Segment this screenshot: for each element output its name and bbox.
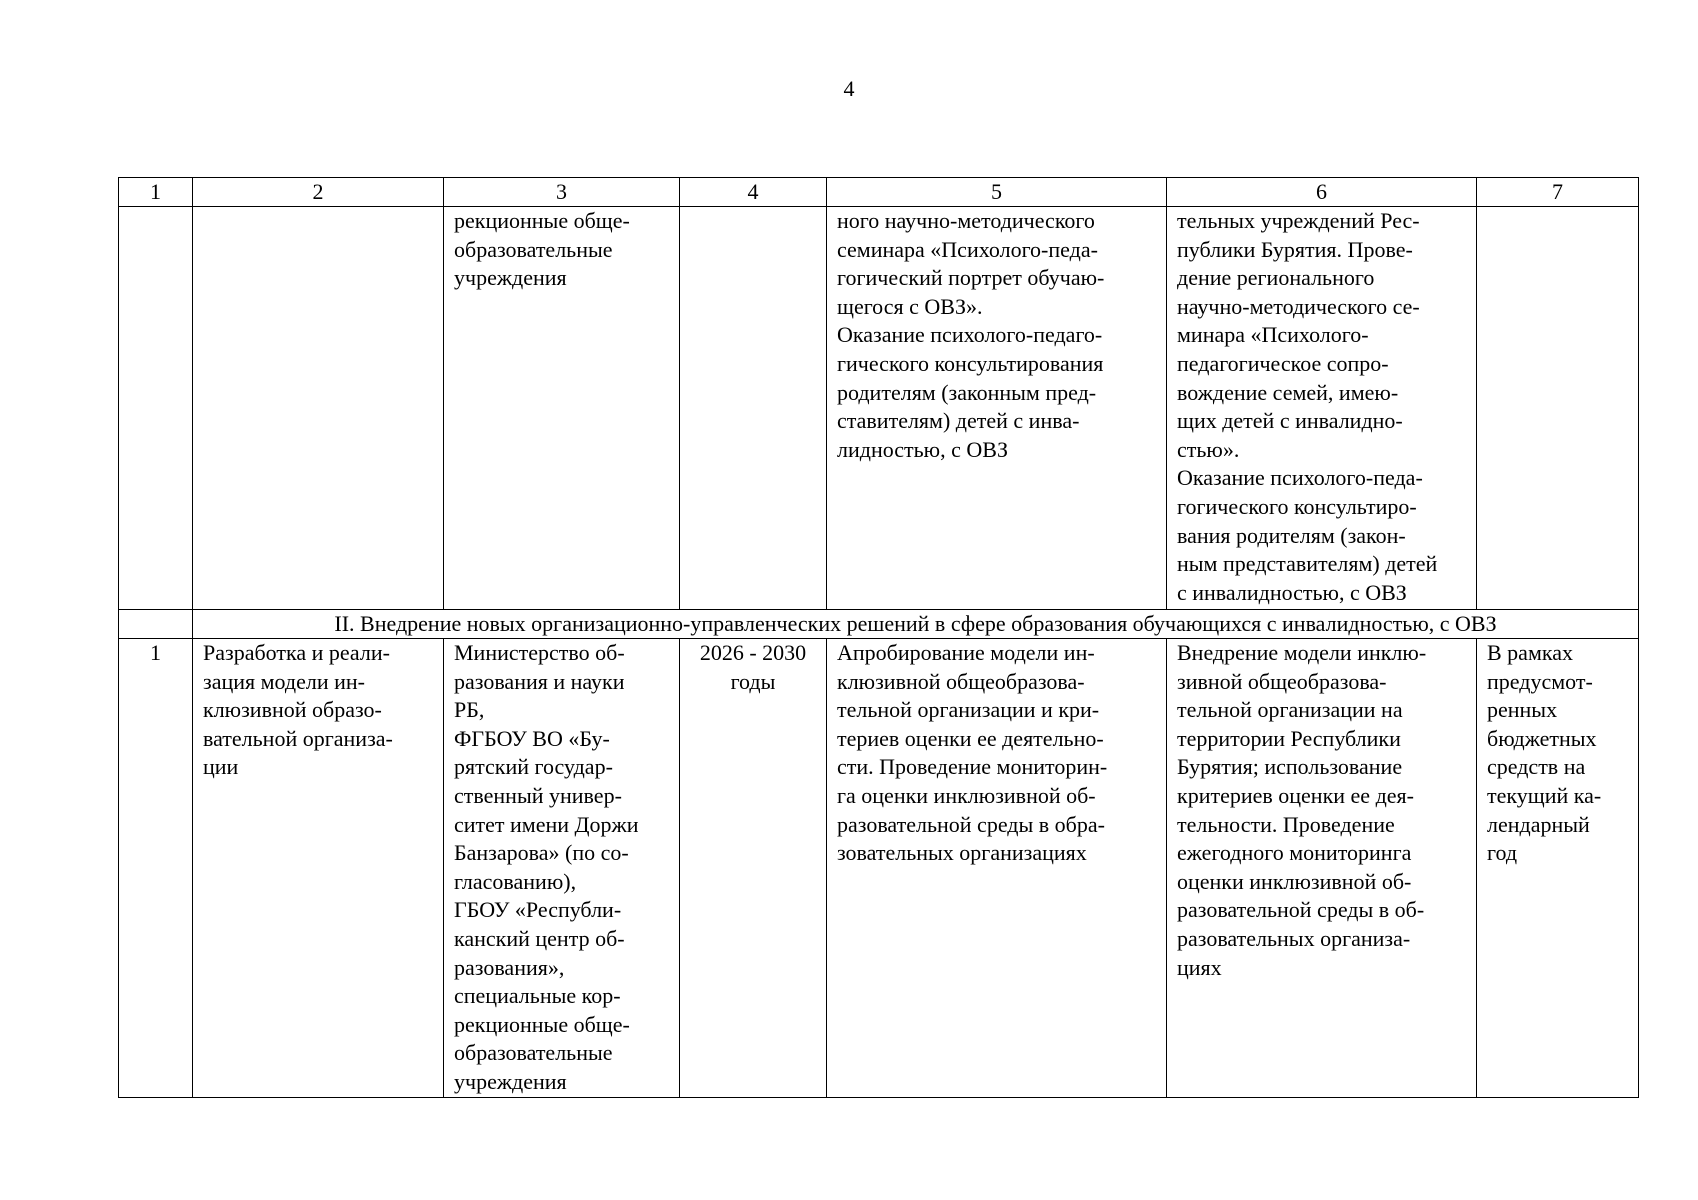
cont-cell-col5: ного научно-методического семинара «Психолого-педа- гогический портрет обучаю- щегося с ОВЗ». Оказание психолого-педаго- гического консультирования родителям (законным пред- ставителям) детей с инва- лидностью, с ОВЗ [827,207,1167,610]
table-row-continued [119,207,1639,610]
row-number: 1 [119,639,193,1098]
column-number-5: 5 [827,178,1167,207]
page-number: 4 [843,76,855,101]
column-number-1: 1 [119,178,193,207]
column-number-7: 7 [1477,178,1639,207]
plan-table [118,177,1639,1098]
row-period: 2026 - 2030 годы [680,639,827,1098]
cont-cell-number [119,207,193,610]
row-executors: Министерство об- разования и науки РБ, ФГБОУ ВО «Бу- рятский государ- ственный универ- ситет имени Доржи Банзарова» (по со- гласованию), ГБОУ «Республи- канский центр об- разования», специальные кор- рекционные обще- образовательные учреждения [444,639,680,1098]
cont-cell-period [680,207,827,610]
table-row [119,639,1639,1098]
column-number-4: 4 [680,178,827,207]
row-col6: Внедрение модели инклю- зивной общеобразова- тельной организации на территории Республики Бурятия; использование критериев оценки ее дея- тельности. Проведение ежегодного мониторинга оценки инклюзивной об- разовательной среды в об- разовательных организа- циях [1167,639,1477,1098]
column-number-6: 6 [1167,178,1477,207]
column-number-row [119,178,1639,207]
section-empty-cell [119,610,193,639]
row-col7: В рамках предусмот- ренных бюджетных средств на текущий ка- лендарный год [1477,639,1639,1098]
cont-cell-col6: тельных учреждений Рес- публики Бурятия. Прове- дение регионального научно-методического се- минара «Психолого- педагогическое сопро- вождение семей, имею- щих детей с инвалидно- стью». Оказание психолого-педа- гогического консультиро- вания родителям (закон- ным представителям) детей с инвалидностью, с ОВЗ [1167,207,1477,610]
cont-cell-executors: рекционные обще- образовательные учреждения [444,207,680,610]
cont-cell-col7 [1477,207,1639,610]
row-col5: Апробирование модели ин- клюзивной общеобразова- тельной организации и кри- териев оценки ее деятельно- сти. Проведение мониторин- га оценки инклюзивной об- разовательной среды в обра- зовательных организациях [827,639,1167,1098]
cont-cell-activity [193,207,444,610]
section-header-row [119,610,1639,639]
section-title: II. Внедрение новых организационно-управленческих решений в сфере образования обучающихся с инвалидностью, с ОВЗ [193,610,1639,639]
column-number-3: 3 [444,178,680,207]
column-number-2: 2 [193,178,444,207]
row-activity: Разработка и реали- зация модели ин- клюзивной образо- вательной организа- ции [193,639,444,1098]
